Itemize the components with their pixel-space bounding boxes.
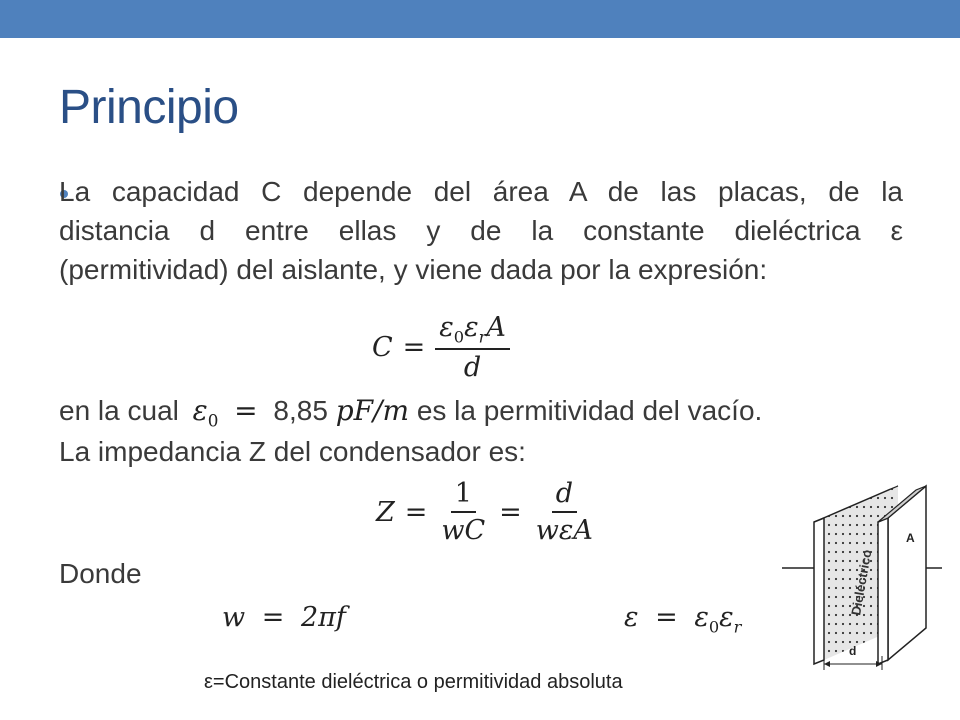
eq-equals: =: [402, 332, 426, 364]
slide-title: Principio: [59, 81, 239, 134]
impedance-intro: La impedancia Z del condensador es:: [59, 436, 526, 467]
capacitance-fraction: $\frac{\varepsilon_0\varepsilon_rA}{d}$: [435, 312, 510, 383]
epsilon-caption: ε=Constante dieléctrica o permitividad absoluta: [204, 671, 623, 693]
intro-paragraph: [59, 172, 903, 289]
permittivity-equation: $\varepsilon = \varepsilon_0\varepsilon_r$: [624, 602, 742, 637]
distance-label: d: [849, 644, 857, 658]
eq-lhs: C: [372, 332, 393, 364]
plate-area-label: A: [906, 531, 915, 545]
angular-frequency-equation: w = 2πf: [222, 602, 346, 633]
capacitance-equation: [372, 312, 510, 383]
left-plate: [814, 518, 824, 664]
paragraph-line: distancia d entre ellas y de la constante dieléctrica ε: [59, 215, 903, 246]
donde-label: Donde: [59, 558, 142, 589]
impedance-fraction-1: $\frac{1}{wC}$: [441, 478, 486, 546]
permittivity-line: en la cual $\varepsilon_0 = 8,85$ pF/m es la permitividad del vacío.: [59, 394, 763, 431]
capacitor-diagram: [778, 478, 944, 672]
impedance-equation: Z = $\frac{1}{wC}$ = $\frac{d}{\text{wεA}}$: [376, 478, 597, 546]
top-accent-bar: [0, 0, 960, 38]
impedance-fraction-2: $\frac{d}{\text{wεA}}$: [535, 478, 593, 546]
paragraph-line: (permitividad) del aislante, y viene dada por la expresión:: [59, 254, 768, 285]
dielectric-label: Dieléctrico: [848, 548, 875, 617]
paragraph-line: La capacidad C depende del área A de las placas, de la: [59, 176, 903, 207]
